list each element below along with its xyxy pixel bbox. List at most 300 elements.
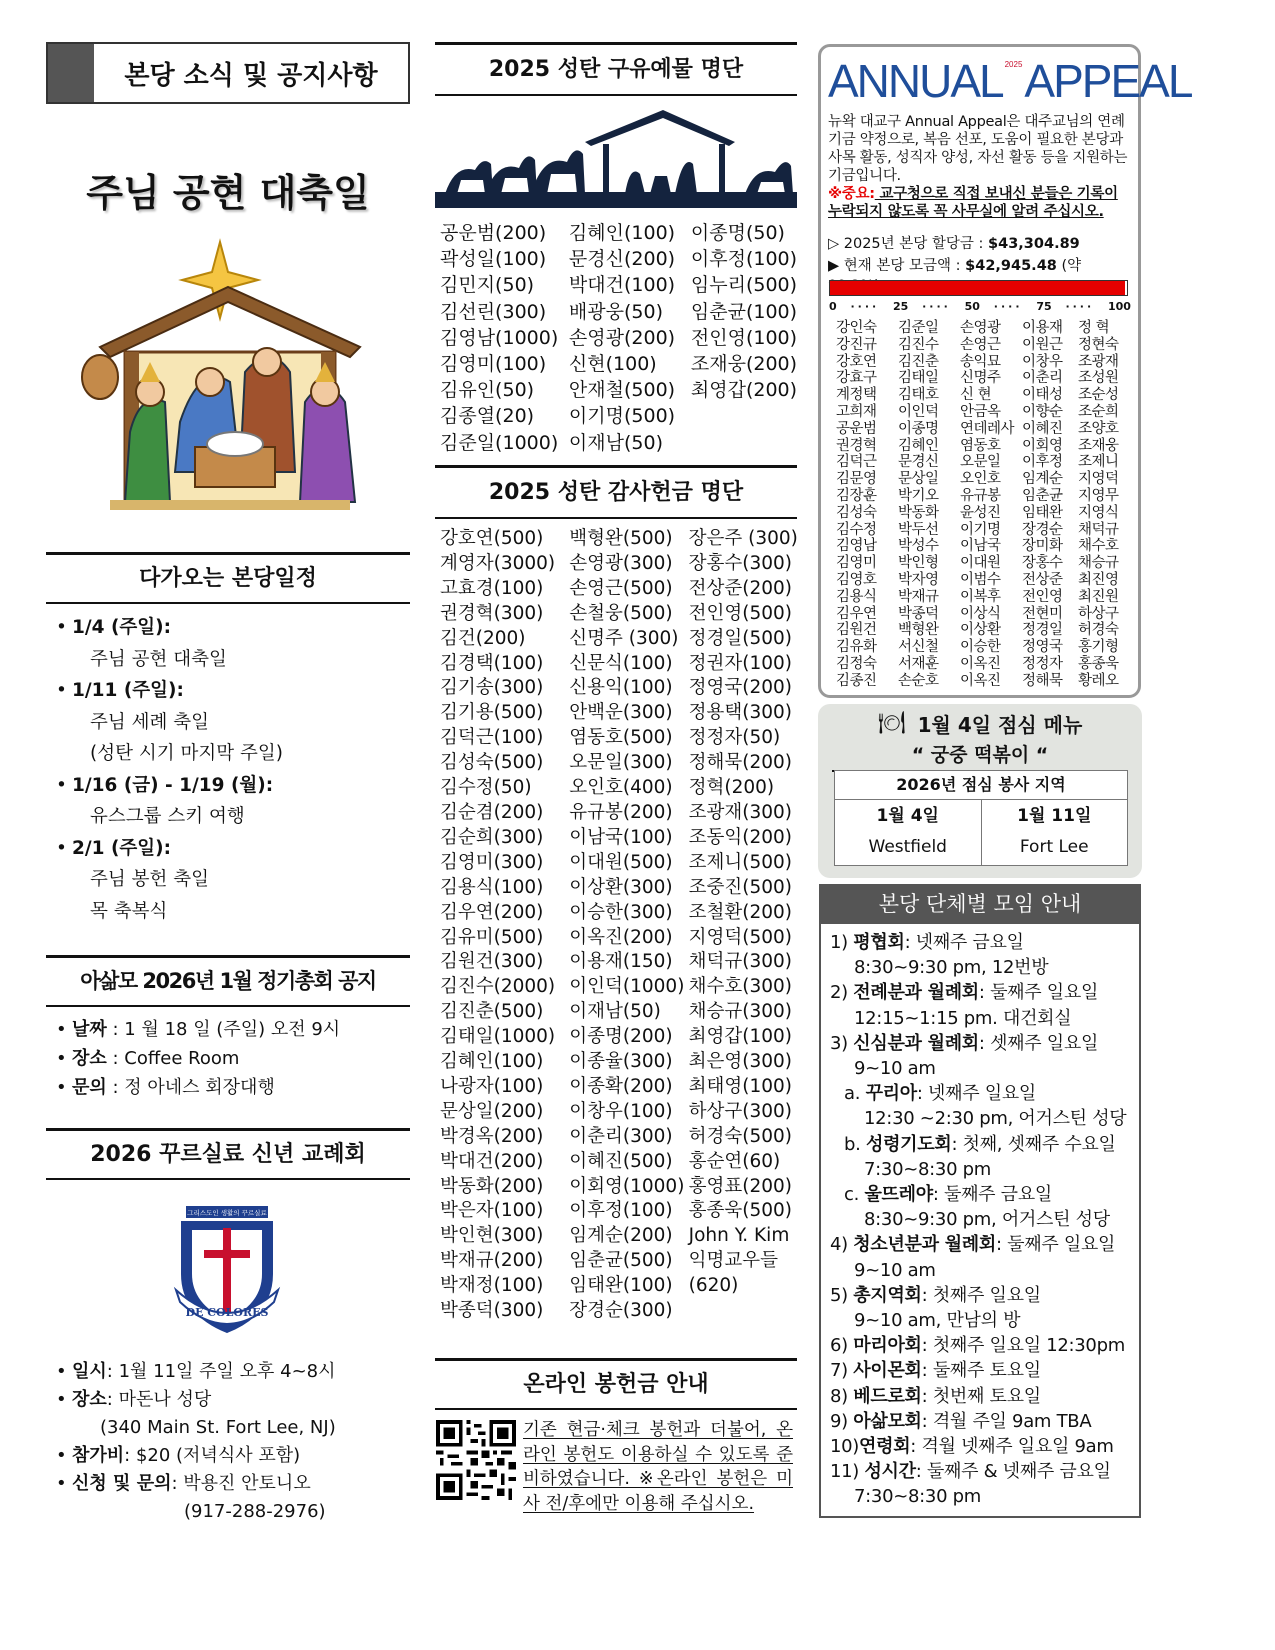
appeal-member: 이옥진 — [960, 672, 1001, 689]
cursillo-item: • 일시: 1월 11일 주일 오후 4~8시 — [46, 1358, 410, 1386]
appeal-member: 조광재 — [1078, 353, 1119, 370]
memorial-col — [440, 220, 569, 456]
appeal-member: 김수정 — [836, 521, 877, 538]
thanks-entry: 장은주 (300) — [688, 528, 798, 549]
appeal-member: 정영국 — [1022, 639, 1063, 656]
appeal-member: 지영덕 — [1078, 471, 1119, 488]
group-item: 4) 청소년분과 월례회: 둘째주 일요일 — [830, 1234, 1116, 1256]
appeal-progress-fill — [830, 281, 1125, 295]
appeal-member: 채승규 — [1078, 555, 1119, 572]
thanks-entry: John Y. Kim — [688, 1225, 790, 1247]
thanks-entry: 정혁(200) — [688, 777, 775, 799]
appeal-member: 김혜인 — [898, 437, 939, 454]
thanks-entry: 임태완(100) — [569, 1275, 673, 1297]
appeal-member: 이기명 — [960, 521, 1001, 538]
thanks-entry: 채덕규(300) — [688, 951, 792, 973]
schedule-item: • 1/4 (주일): — [46, 612, 410, 644]
thanks-entry: 정정자(50) — [688, 727, 781, 749]
cursillo-item: • 장소: 마돈나 성당 — [46, 1386, 410, 1414]
thanks-entry: (620) — [688, 1275, 739, 1297]
appeal-member: 고희재 — [836, 403, 877, 420]
thanks-entry: 권경혁(300) — [440, 602, 544, 624]
appeal-desc: 뉴왁 대교구 Annual Appeal은 대주교님의 연례 기금 약정으로, 복음 선포, 도움이 필요한 본당과 사목 활동, 성직자 양성, 자선 활동 등을 지원하는 기금입니다. ※중요: 교구청으로 직접 보내신 분들은 기록이 누락되지 않도록 꼭 사무실에 알려 주십시오. — [828, 114, 1128, 220]
appeal-progress-bar — [829, 280, 1128, 296]
thanks-entry: 김용식(100) — [440, 876, 544, 898]
appeal-current: ▶ 현재 본당 모금액 : $42,945.48 (약 — [828, 258, 1082, 274]
appeal-member: 강인숙 — [836, 320, 877, 336]
appeal-member: 이종명 — [898, 420, 939, 437]
appeal-member: 이회영 — [1022, 437, 1063, 454]
thanks-entry: 이후정(100) — [569, 1200, 673, 1222]
appeal-member: 이원근 — [1022, 336, 1063, 353]
cursillo-logo-top: 그리스도인 생활의 꾸르실료 — [187, 1209, 267, 1217]
cursillo-item: • 신청 및 문의: 박용진 안토니오 — [46, 1470, 410, 1498]
appeal-note-label: ※중요: — [828, 186, 875, 202]
appeal-member: 강효구 — [836, 370, 877, 387]
thanks-entry: 이종확(200) — [569, 1075, 673, 1097]
appeal-member: 임태완 — [1022, 504, 1063, 521]
appeal-member: 이상식 — [960, 605, 1001, 622]
thanks-entry: 전인영(500) — [688, 602, 792, 624]
memorial-entry: 문경신(200) — [568, 248, 676, 271]
appeal-member: 박기오 — [898, 487, 939, 504]
thanks-entry: 최은영(300) — [688, 1051, 792, 1073]
appeal-member: 박두선 — [898, 521, 939, 538]
appeal-member: 장홍수 — [1022, 555, 1063, 572]
appeal-member: 신명주 — [960, 370, 1001, 387]
appeal-member: 김우연 — [836, 605, 877, 622]
left-header — [46, 42, 410, 104]
cursillo-logo-text: DE COLORES — [185, 1306, 269, 1319]
group-item: 8) 베드로회: 첫번째 토요일 — [830, 1385, 1041, 1407]
lunch-title: 1월 4일 점심 메뉴 — [917, 712, 1083, 737]
thanks-entry: 장경순(300) — [569, 1300, 673, 1322]
appeal-member: 오문일 — [960, 454, 1001, 471]
appeal-member: 백형완 — [898, 622, 939, 639]
appeal-member: 김진수 — [898, 336, 939, 353]
appeal-member: 강진규 — [836, 336, 877, 353]
thanks-entry: 김기용(500) — [440, 702, 544, 724]
annual-appeal-logo — [828, 54, 1192, 107]
appeal-member: 손순호 — [898, 672, 939, 689]
appeal-member: 이후정 — [1022, 454, 1063, 471]
memorial-entry: 이종명(50) — [690, 222, 785, 244]
thanks-entry: 이대원(500) — [569, 851, 673, 873]
appeal-member: 유규봉 — [960, 487, 1001, 504]
appeal-member: 전인영 — [1022, 588, 1063, 605]
appeal-member: 이범수 — [960, 571, 1001, 588]
appeal-member: 이승한 — [960, 639, 1001, 656]
memorial-entry: 임춘균(100) — [690, 300, 798, 323]
appeal-member: 김정숙 — [836, 655, 877, 672]
group-item: 2) 전례분과 월례회: 둘째주 일요일 — [830, 982, 1099, 1004]
appeal-member: 홍기형 — [1078, 639, 1119, 656]
thanks-entry: 이종명(200) — [569, 1026, 673, 1048]
thanks-entry: 이인덕(1000) — [569, 976, 685, 998]
appeal-member: 조양호 — [1078, 420, 1119, 437]
appeal-member: 채수호 — [1078, 538, 1119, 555]
appeal-member: 이옥진 — [960, 655, 1001, 672]
appeal-member: 서신철 — [898, 639, 939, 656]
appeal-member: 김유화 — [836, 639, 877, 656]
thanks-entry: 나광자(100) — [440, 1075, 544, 1097]
nativity-illustration — [70, 232, 386, 522]
group-item-detail: 9~10 am — [854, 1259, 936, 1281]
lunch-date: 1월 11일 — [1017, 806, 1092, 826]
cursillo-title: 2026 꾸르실료 신년 교례회 — [46, 1128, 410, 1180]
thanks-entry: 유규봉(200) — [569, 801, 673, 823]
thanks-entry: 최태영(100) — [688, 1075, 792, 1097]
group-item: 6) 마리아회: 첫째주 일요일 12:30pm — [830, 1335, 1125, 1357]
appeal-member: 조순희 — [1078, 403, 1119, 420]
thanks-entry: 박동화(200) — [440, 1175, 544, 1197]
groups-list — [830, 930, 1138, 1510]
appeal-member: 이태성 — [1022, 387, 1063, 404]
appeal-member: 송익묘 — [960, 353, 1001, 370]
thanks-entry: 정경일(500) — [688, 627, 792, 649]
memorial-entry: 김준일(1000) — [440, 431, 559, 454]
thanks-entry: 김경택(100) — [440, 652, 544, 674]
asalmo-item: • 장소 : Coffee Room — [46, 1044, 410, 1073]
appeal-member: 박자영 — [898, 571, 939, 588]
memorial-entry: 이후정(100) — [690, 248, 798, 271]
groups-title: 본당 단체별 모임 안내 — [819, 884, 1141, 924]
thanks-entry: 하상구(300) — [688, 1100, 792, 1122]
group-item-detail: 9~10 am, 만남의 방 — [854, 1310, 1021, 1332]
thanks-entry: 김성숙(500) — [440, 752, 544, 774]
thanks-entry: 이옥진(200) — [569, 926, 673, 948]
appeal-member: 김장훈 — [836, 487, 877, 504]
appeal-member: 김문영 — [836, 471, 877, 488]
memorial-entry: 배광웅(50) — [568, 300, 663, 323]
cursillo-item: • 참가비: $20 (저녁식사 포함) — [46, 1442, 410, 1470]
thanks-entry: 계영자(3000) — [440, 552, 556, 574]
lunch-menu: “ 궁중 떡볶이 “ — [832, 740, 1128, 772]
thanks-entry: 조동익(200) — [688, 826, 792, 848]
memorial-entry: 공운범(200) — [440, 222, 547, 244]
appeal-word1: ANNUAL — [828, 55, 1003, 107]
appeal-member: 김원건 — [836, 622, 877, 639]
thanks-entry: 박재규(200) — [440, 1250, 544, 1272]
qr-code — [436, 1420, 516, 1500]
appeal-member: 안금옥 — [960, 403, 1001, 420]
memorial-entry: 조재웅(200) — [690, 353, 798, 376]
thanks-entry: 홍순연(60) — [688, 1150, 781, 1172]
thanks-entry: 손영근(500) — [569, 577, 673, 599]
thanks-entry: 조중진(500) — [688, 876, 792, 898]
group-item: b. 성령기도회: 첫째, 셋째주 수요일 — [844, 1133, 1116, 1155]
appeal-member: 최진원 — [1078, 588, 1119, 605]
thanks-entry: 오인호(400) — [569, 777, 673, 799]
feast-title: 주님 공현 대축일 — [86, 170, 370, 215]
thanks-entry: 신용익(100) — [569, 677, 673, 699]
appeal-member: 권경혁 — [836, 437, 877, 454]
appeal-member: 채덕규 — [1078, 521, 1119, 538]
thanks-entry: 익명교우들 — [688, 1250, 778, 1272]
appeal-member: 김진춘 — [898, 353, 939, 370]
thanks-entry: 박종덕(300) — [440, 1300, 544, 1322]
appeal-member: 정 혁 — [1078, 320, 1110, 336]
appeal-member: 이상환 — [960, 622, 1001, 639]
memorial-entry: 김선린(300) — [440, 300, 547, 323]
schedule-list: • 1/4 (주일): 주님 공현 대축일 • 1/11 (주일): 주님 세례 축일 (성탄 시기 마지막 주일) • 1/16 (금) - 1/19 (월): 유스그룹 스키 여행 • 2/1 (주일): 주님 봉헌 축일 목 축복식 — [46, 612, 410, 927]
memorial-entry: 김종열(20) — [440, 405, 535, 428]
appeal-member: 조재웅 — [1078, 437, 1119, 454]
online-text: 기존 현금·체크 봉헌과 더불어, 온라인 봉헌도 이용하실 수 있도록 준비하였습니다. ※온라인 봉헌은 미사 전/후에만 이용해 주십시오. — [523, 1420, 793, 1514]
memorial-entry: 신현(100) — [568, 353, 657, 376]
appeal-member: 박인형 — [898, 555, 939, 572]
memorial-entry: 김혜인(100) — [568, 222, 676, 244]
appeal-member: 김종진 — [836, 672, 877, 689]
online-title: 온라인 봉헌금 안내 — [435, 1358, 797, 1410]
appeal-member: 지영무 — [1078, 487, 1119, 504]
thanks-title: 2025 성탄 감사헌금 명단 — [435, 465, 797, 519]
memorial-entry: 안재철(500) — [568, 379, 676, 402]
appeal-member: 이인덕 — [898, 403, 939, 420]
appeal-member: 박성수 — [898, 538, 939, 555]
appeal-member: 문경신 — [898, 454, 939, 471]
lunch-date: 1월 4일 — [876, 806, 939, 826]
appeal-member: 이창우 — [1022, 353, 1063, 370]
thanks-entry: 김원건(300) — [440, 951, 544, 973]
group-item-detail: 12:30 ~2:30 pm, 어거스틴 성당 — [864, 1108, 1127, 1130]
thanks-entry: 김기송(300) — [440, 677, 544, 699]
thanks-entry: 김순겸(200) — [440, 801, 544, 823]
appeal-member: 손영광 — [960, 320, 1001, 336]
appeal-member: 김용식 — [836, 588, 877, 605]
schedule-item: • 1/16 (금) - 1/19 (월): — [46, 770, 410, 802]
thanks-col — [440, 527, 569, 1324]
thanks-entry: 이남국(100) — [569, 826, 673, 848]
schedule-title: 다가오는 본당일정 — [46, 552, 410, 604]
group-item: 9) 아삶모회: 격월 주일 9am TBA — [830, 1410, 1092, 1432]
thanks-entry: 김혜인(100) — [440, 1051, 544, 1073]
appeal-member: 정정자 — [1022, 655, 1063, 672]
thanks-entry: 신명주 (300) — [569, 627, 679, 649]
appeal-member: 지영식 — [1078, 504, 1119, 521]
group-item: a. 꾸리아: 넷째주 일요일 — [844, 1083, 1036, 1105]
group-item: c. 울뜨레야: 둘째주 금요일 — [844, 1184, 1052, 1206]
thanks-entry: 채승규(300) — [688, 1001, 792, 1023]
nativity-silhouette — [435, 104, 797, 208]
cursillo-logo — [162, 1204, 292, 1338]
appeal-member: 서재훈 — [898, 655, 939, 672]
thanks-entry: 박은자(100) — [440, 1200, 544, 1222]
group-item-detail: 12:15~1:15 pm. 대건회실 — [854, 1007, 1072, 1029]
thanks-entry: 김유미(500) — [440, 926, 544, 948]
appeal-goal: ▷ 2025년 본당 할당금 : $43,304.89 — [828, 236, 1080, 252]
appeal-member: 이남국 — [960, 538, 1001, 555]
memorial-entry: 이기명(500) — [568, 405, 676, 428]
thanks-entry: 전상준(200) — [688, 577, 792, 599]
asalmo-list — [46, 1015, 410, 1102]
group-item-detail: 9~10 am — [854, 1058, 936, 1080]
appeal-member: 박재규 — [898, 588, 939, 605]
appeal-member: 장미화 — [1022, 538, 1063, 555]
asalmo-item: • 날짜 : 1 월 18 일 (주일) 오전 9시 — [46, 1015, 410, 1044]
appeal-member: 황레오 — [1078, 672, 1119, 689]
appeal-member: 김태일 — [898, 370, 939, 387]
thanks-entry: 이창우(100) — [569, 1100, 673, 1122]
memorial-entry: 전인영(100) — [690, 326, 798, 349]
group-item-detail: 8:30~9:30 pm, 12번방 — [854, 957, 1049, 979]
asalmo-item: • 문의 : 정 아네스 회장대행 — [46, 1073, 410, 1102]
appeal-member: 윤성진 — [960, 504, 1001, 521]
appeal-member: 계정택 — [836, 387, 877, 404]
thanks-entry: 김수정(50) — [440, 777, 532, 799]
group-item-detail: 7:30~8:30 pm — [864, 1158, 992, 1180]
appeal-member: 박동화 — [898, 504, 939, 521]
appeal-member: 임춘균 — [1022, 487, 1063, 504]
appeal-member: 문상일 — [898, 471, 939, 488]
thanks-entry: 김덕근(100) — [440, 727, 544, 749]
lunch-place: Fort Lee — [1019, 837, 1089, 857]
memorial-entry: 최영갑(200) — [690, 379, 798, 402]
memorial-entry: 임누리(500) — [690, 274, 798, 297]
appeal-member: 김태호 — [898, 387, 939, 404]
thanks-entry: 안백운(300) — [569, 702, 673, 724]
appeal-member: 김영미 — [836, 555, 877, 572]
lunch-region-title: 2026년 점심 봉사 지역 — [835, 771, 1127, 800]
memorial-entry: 이재남(50) — [568, 431, 663, 454]
lunch-header — [845, 708, 1115, 738]
memorial-col — [691, 220, 800, 456]
appeal-member: 강호연 — [836, 353, 877, 370]
appeal-member: 조성원 — [1078, 370, 1119, 387]
appeal-member: 신 현 — [960, 387, 992, 404]
thanks-entry: 손영광(300) — [569, 552, 673, 574]
thanks-entry: 채수호(300) — [688, 976, 792, 998]
appeal-member: 정경일 — [1022, 622, 1063, 639]
thanks-entry: 김태일(1000) — [440, 1026, 556, 1048]
lunch-region-table — [834, 770, 1128, 866]
group-item-detail: 8:30~9:30 pm, 어거스틴 성당 — [864, 1209, 1110, 1231]
thanks-entry: 김우연(200) — [440, 901, 544, 923]
appeal-member: 김덕근 — [836, 454, 877, 471]
thanks-entry: 오문일(300) — [569, 752, 673, 774]
group-item: 1) 평협회: 넷째주 금요일 — [830, 932, 1024, 953]
group-item: 7) 사이몬회: 둘째주 토요일 — [830, 1360, 1041, 1382]
thanks-entry: 지영덕(500) — [688, 926, 792, 948]
appeal-member: 정현숙 — [1078, 336, 1119, 353]
appeal-member: 최진영 — [1078, 571, 1119, 588]
thanks-entry: 김진수(2000) — [440, 976, 556, 998]
appeal-note: 교구청으로 직접 보내신 분들은 기록이 누락되지 않도록 꼭 사무실에 알려 주십시오. — [828, 186, 1118, 220]
thanks-entry: 김건(200) — [440, 627, 526, 649]
appeal-member: 홍종욱 — [1078, 655, 1119, 672]
thanks-entry: 이종율(300) — [569, 1051, 673, 1073]
appeal-members — [836, 320, 1132, 690]
thanks-col — [689, 527, 800, 1324]
thanks-entry: 조제니(500) — [688, 851, 792, 873]
thanks-entry: 이춘리(300) — [569, 1125, 673, 1147]
appeal-year: 2025 — [1004, 60, 1023, 69]
memorial-entry: 김민지(50) — [440, 274, 535, 297]
cursillo-list: • 일시: 1월 11일 주일 오후 4~8시 • 장소: 마돈나 성당 (340 Main St. Fort Lee, NJ) • 참가비: $20 (저녁식사 포함) • 신청 및 문의: 박용진 안토니오 (917-288-2976) — [46, 1358, 410, 1526]
thanks-entry: 이혜진(500) — [569, 1150, 673, 1172]
thanks-entry: 백형완(500) — [569, 528, 673, 549]
thanks-entry: 고효경(100) — [440, 577, 544, 599]
group-item: 5) 총지역회: 첫째주 일요일 — [830, 1284, 1041, 1306]
thanks-entry: 홍종욱(500) — [688, 1200, 792, 1222]
thanks-entry: 조철환(200) — [688, 901, 792, 923]
appeal-member: 이용재 — [1022, 320, 1063, 336]
appeal-member: 공운범 — [836, 420, 877, 437]
schedule-item: • 1/11 (주일): — [46, 675, 410, 707]
appeal-member: 장경순 — [1022, 521, 1063, 538]
appeal-member: 이대원 — [960, 555, 1001, 572]
appeal-member: 김준일 — [898, 320, 939, 336]
appeal-member: 임계순 — [1022, 471, 1063, 488]
left-header-title: 본당 소식 및 공지사항 — [124, 60, 378, 91]
thanks-entry: 이회영(1000) — [569, 1175, 685, 1197]
group-item: 3) 신심분과 월례회: 셋째주 일요일 — [830, 1032, 1099, 1054]
memorial-list — [440, 220, 800, 456]
utensils-icon: 🍽 — [877, 710, 906, 736]
appeal-member: 조제니 — [1078, 454, 1119, 471]
group-item-detail: 7:30~8:30 pm — [854, 1486, 982, 1508]
memorial-entry: 손영광(200) — [568, 326, 676, 349]
memorial-entry: 김영미(100) — [440, 353, 547, 376]
memorial-entry: 곽성일(100) — [440, 248, 547, 271]
thanks-entry: 박대건(200) — [440, 1150, 544, 1172]
appeal-member: 염동호 — [960, 437, 1001, 454]
appeal-member: 연데레사 — [960, 420, 1015, 437]
appeal-member: 전상준 — [1022, 571, 1063, 588]
thanks-entry: 이상환(300) — [569, 876, 673, 898]
appeal-word2: APPEAL — [1024, 55, 1192, 107]
thanks-entry: 이재남(50) — [569, 1001, 661, 1023]
thanks-entry: 홍영표(200) — [688, 1175, 792, 1197]
thanks-entry: 정권자(100) — [688, 652, 792, 674]
thanks-entry: 장홍수(300) — [688, 552, 792, 574]
appeal-member: 오인호 — [960, 471, 1001, 488]
thanks-entry: 문상일(200) — [440, 1100, 544, 1122]
thanks-entry: 허경숙(500) — [688, 1125, 792, 1147]
thanks-entry: 김영미(300) — [440, 851, 544, 873]
group-item: 10)연령회: 격월 넷째주 일요일 9am — [830, 1436, 1114, 1458]
appeal-member: 이복후 — [960, 588, 1001, 605]
asalmo-title: 아삶모 2026년 1월 정기총회 공지 — [46, 955, 410, 1007]
lunch-place: Westfield — [868, 837, 947, 857]
thanks-entry: 정용택(300) — [688, 702, 792, 724]
thanks-entry: 김진춘(500) — [440, 1001, 544, 1023]
thanks-entry: 정해묵(200) — [688, 752, 792, 774]
appeal-member: 하상구 — [1078, 605, 1119, 622]
appeal-member: 김영남 — [836, 538, 877, 555]
thanks-entry: 박경옥(200) — [440, 1125, 544, 1147]
thanks-entry: 임춘균(500) — [569, 1250, 673, 1272]
thanks-entry: 최영갑(100) — [688, 1026, 792, 1048]
thanks-entry: 손철웅(500) — [569, 602, 673, 624]
appeal-member: 이향순 — [1022, 403, 1063, 420]
thanks-entry: 박인현(300) — [440, 1225, 544, 1247]
thanks-col — [569, 527, 688, 1324]
appeal-member: 이춘리 — [1022, 370, 1063, 387]
appeal-member: 조순성 — [1078, 387, 1119, 404]
memorial-entry: 박대건(100) — [568, 274, 676, 297]
memorial-col — [569, 220, 691, 456]
thanks-entry: 신문식(100) — [569, 652, 673, 674]
group-item: 11) 성시간: 둘째주 & 넷째주 금요일 — [830, 1461, 1111, 1483]
appeal-member: 이혜진 — [1022, 420, 1063, 437]
thanks-entry: 이용재(150) — [569, 951, 673, 973]
memorial-entry: 김영남(1000) — [440, 326, 559, 349]
appeal-member: 정해묵 — [1022, 672, 1063, 689]
memorial-title: 2025 성탄 구유예물 명단 — [435, 42, 797, 96]
appeal-member: 손영근 — [960, 336, 1001, 353]
thanks-entry: 조광재(300) — [688, 801, 792, 823]
